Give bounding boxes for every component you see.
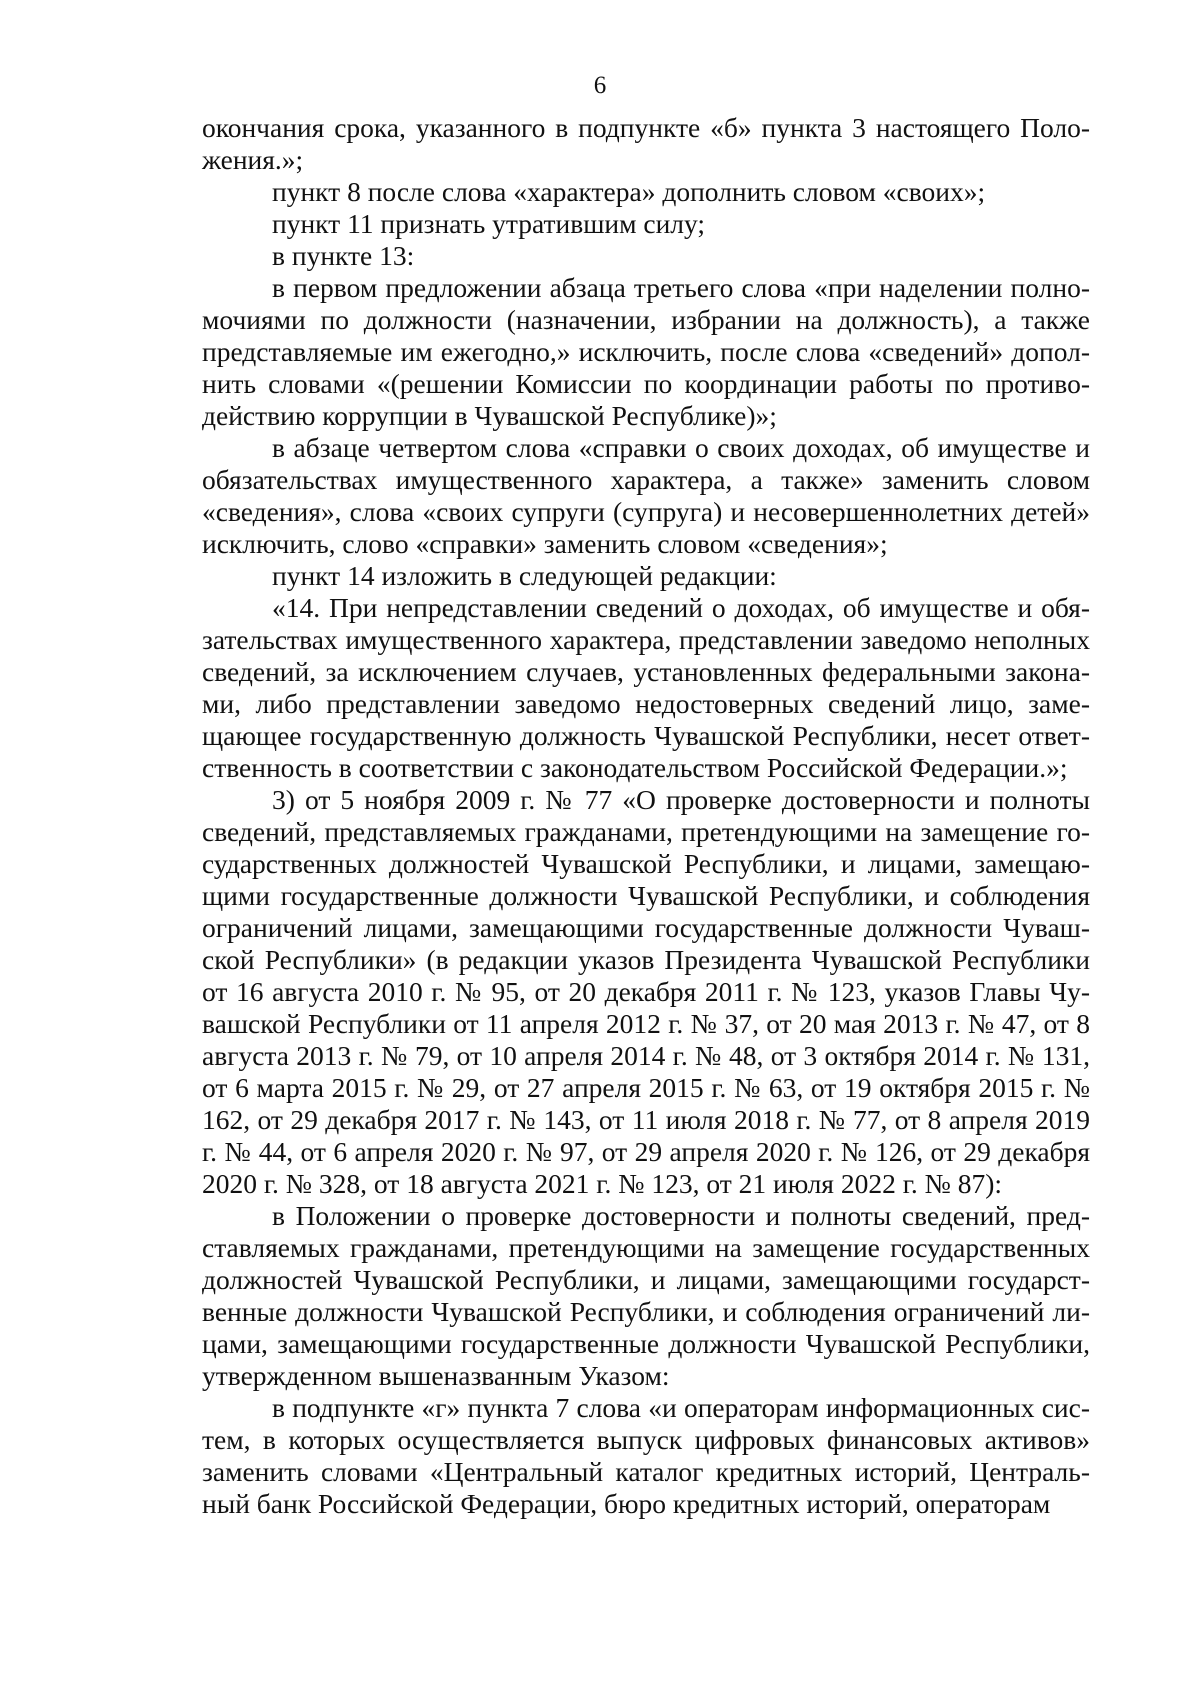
paragraph-5: в первом предложении абзаца третьего слова «при наделении полномочиями по должности (назначении, избрании на должность), а также представляемые им ежегодно,» исключить, после слова «сведений» дополнить словами «(решении Комиссии по координации работы по противодействию коррупции в Чувашской Республике)»; — [202, 272, 1090, 431]
paragraph-2: пункт 8 после слова «характера» дополнить словом «своих»; — [272, 176, 986, 207]
paragraph-6: в абзаце четвертом слова «справки о своих доходах, об имуществе и обязательствах имущественного характера, а также» заменить словом «сведения», слова «своих супруги (супруга) и несовершеннолетних детей» исключить, слово «справки» заменить словом «сведения»; — [202, 432, 1090, 559]
paragraph-4: в пункте 13: — [272, 240, 415, 271]
paragraph-7: пункт 14 изложить в следующей редакции: — [272, 560, 777, 591]
paragraph-11: в подпункте «г» пункта 7 слова «и операторам информационных систем, в которых осуществляется выпуск цифровых финансовых активов» заменить словами «Центральный каталог кредитных историй, Центральный банк Российской Федерации, бюро кредитных историй, операторам — [202, 1392, 1090, 1519]
paragraph-9: 3) от 5 ноября 2009 г. № 77 «О проверке достоверности и полноты сведений, представляемых гражданами, претендующими на замещение государственных должностей Чувашской Республики, и лицами, замещающими государственные должности Чувашской Республики, и соблюдения ограничений лицами, замещающими государственные должности Чувашской Республики» (в редакции указов Президента Чувашской Республики от 16 августа 2010 г. № 95, от 20 декабря 2011 г. № 123, указов Главы Чувашской Республики от 11 апреля 2012 г. № 37, от 20 мая 2013 г. № 47, от 8 августа 2013 г. № 79, от 10 апреля 2014 г. № 48, от 3 октября 2014 г. № 131, от 6 марта 2015 г. № 29, от 27 апреля 2015 г. № 63, от 19 октября 2015 г. № 162, от 29 декабря 2017 г. № 143, от 11 июля 2018 г. № 77, от 8 апреля 2019 г. № 44, от 6 апреля 2020 г. № 97, от 29 апреля 2020 г. № 126, от 29 декабря 2020 г. № 328, от 18 августа 2021 г. № 123, от 21 июля 2022 г. № 87): — [202, 784, 1090, 1199]
paragraph-8: «14. При непредставлении сведений о доходах, об имуществе и обязательствах имущественного характера, представлении заведомо неполных сведений, за исключением случаев, установленных федеральными законами, либо представлении заведомо недостоверных сведений лицо, замещающее государственную должность Чувашской Республики, несет ответственность в соответствии с законодательством Российской Федерации.»; — [202, 592, 1090, 783]
paragraph-10: в Положении о проверке достоверности и полноты сведений, представляемых гражданами, претендующими на замещение государственных должностей Чувашской Республики, и лицами, замещающими государственные должности Чувашской Республики, и соблюдения ограничений лицами, замещающими государственные должности Чувашской Республики, утвержденном вышеназванным Указом: — [202, 1200, 1090, 1391]
paragraph-3: пункт 11 признать утратившим силу; — [272, 208, 706, 239]
paragraph-1: окончания срока, указанного в подпункте «б» пункта 3 настоящего Положения.»; — [202, 112, 1090, 175]
page-number: 6 — [593, 72, 607, 99]
document-body — [202, 112, 1090, 1520]
